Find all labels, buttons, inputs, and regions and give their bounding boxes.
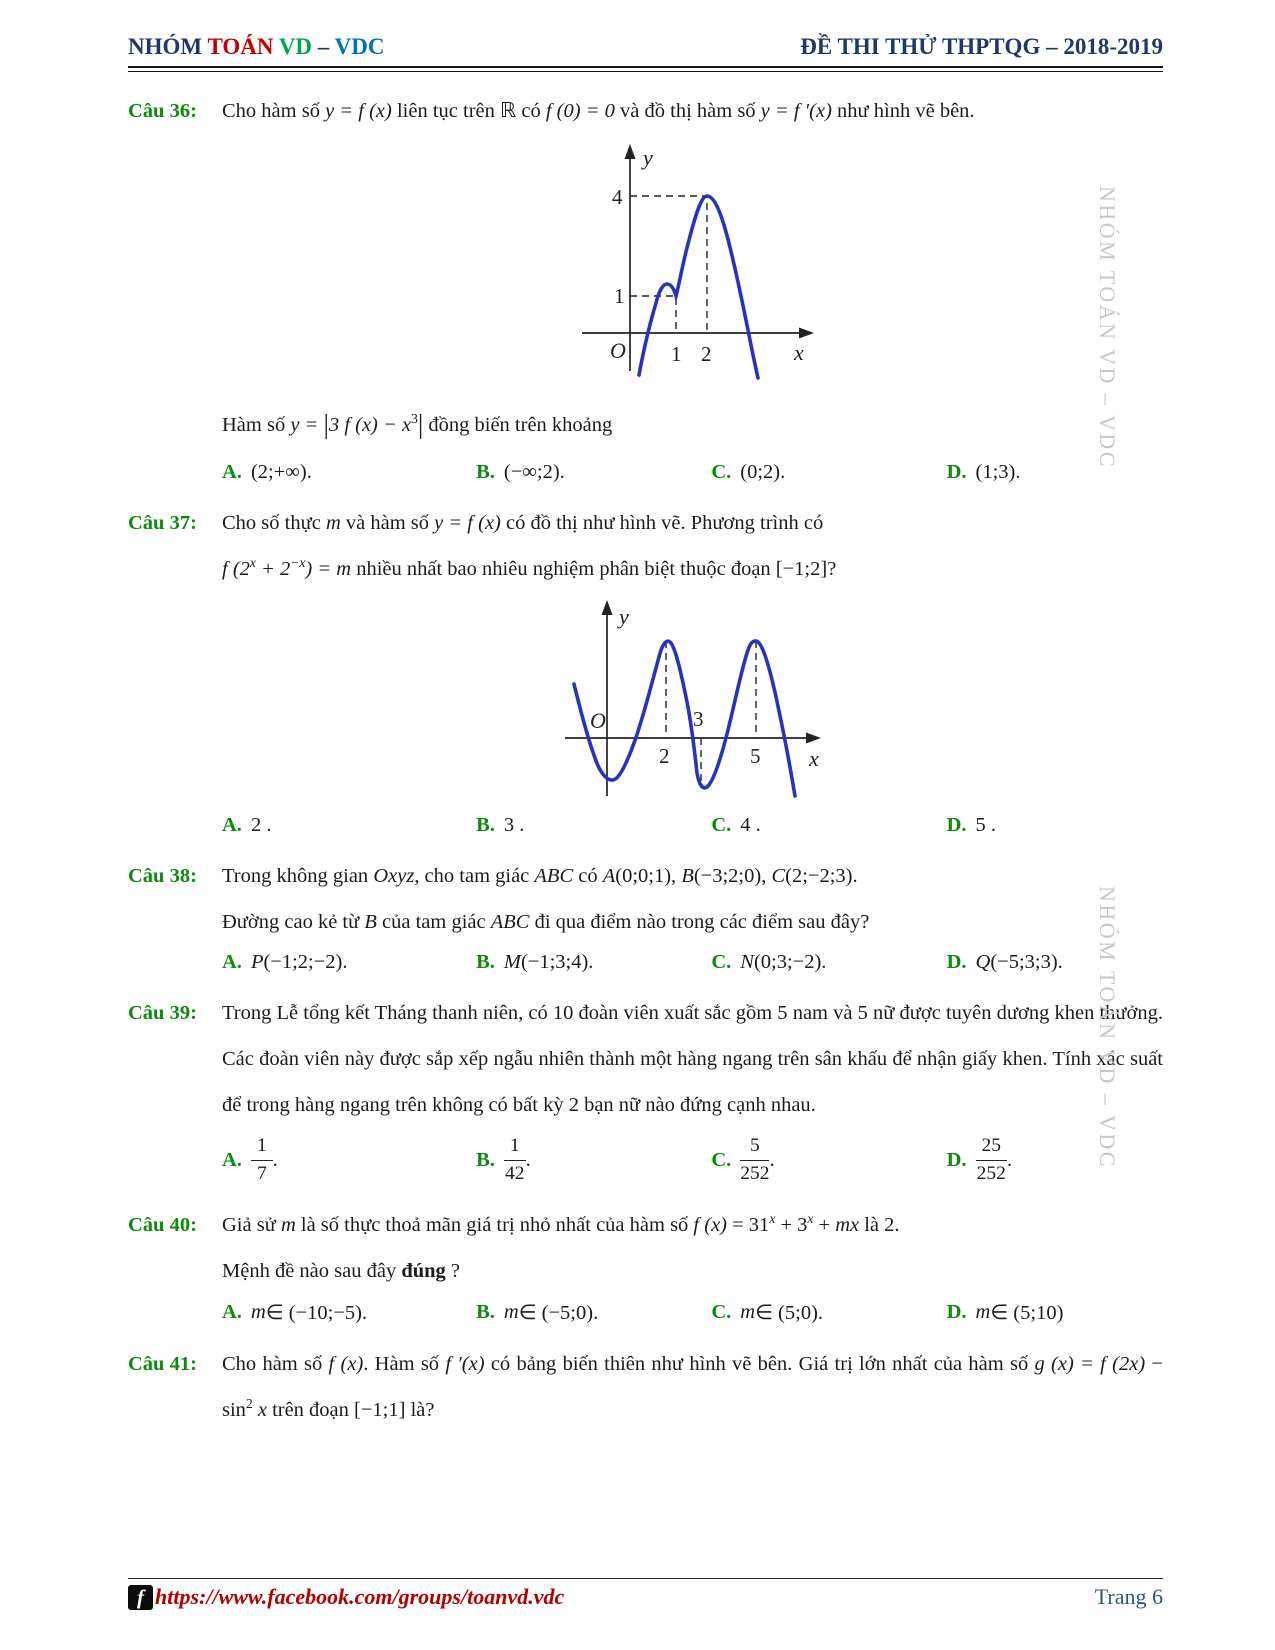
text-part: + <box>813 1214 836 1237</box>
text-part: Cho hàm số <box>222 99 326 122</box>
question <box>128 853 1163 982</box>
y-tick-1: 1 <box>613 283 624 308</box>
question-paragraph <box>222 1341 1163 1433</box>
fraction-numerator: 5 <box>740 1134 769 1160</box>
y-axis-arrow <box>601 600 612 615</box>
text-part: (−3;2;0), <box>693 864 772 887</box>
text-part: 2 . <box>250 813 272 836</box>
text-part: x <box>249 554 256 570</box>
graph-container <box>222 138 1163 388</box>
text-part: 4 . <box>740 813 761 836</box>
option-label: B. <box>476 951 495 974</box>
options-row <box>222 1134 1163 1186</box>
option-label: D. <box>946 1301 967 1324</box>
text-part: f (x) <box>693 1214 727 1237</box>
question-paragraph <box>222 1202 1163 1248</box>
graph-f <box>557 596 829 802</box>
text-part: 5 . <box>975 813 996 836</box>
text-part: ABC <box>490 910 530 933</box>
text-part: ) = m <box>305 557 352 580</box>
question-paragraph <box>222 899 1163 945</box>
option <box>947 1134 1163 1186</box>
question-body <box>222 88 1163 492</box>
watermark-vertical-text: NHÓM TOÁN VD – VDC <box>1095 186 1120 469</box>
option-label: C. <box>711 951 732 974</box>
options-row <box>222 1300 1163 1325</box>
option <box>222 1300 476 1325</box>
options-row <box>222 814 1163 837</box>
text-part: và hàm số <box>340 511 435 534</box>
fraction-denominator: 42 <box>505 1162 525 1184</box>
text-part: Trong Lễ tổng kết Tháng thanh niên, có 10 đoàn viên xuất sắc gồm 5 nam và 5 nữ được tuyên dương khen thưởng. Các đoàn viên này được sắp xếp ngẫu nhiên thành một hàng ngang trên sân khấu để nhận giấy khen. Tính xác suất để trong hàng ngang trên không có bất kỳ 2 bạn nữ nào đứng cạnh nhau. <box>222 1002 1163 1117</box>
f-prime-curve <box>639 196 758 378</box>
text-part: m <box>740 1301 756 1324</box>
option-label: D. <box>946 1148 967 1171</box>
option <box>947 951 1163 974</box>
group-name <box>128 34 384 60</box>
footer-rule <box>128 1578 1163 1579</box>
group-name-part: VDC <box>334 34 385 59</box>
x-axis-arrow <box>799 327 814 338</box>
fraction <box>740 1134 769 1186</box>
text-part: (0;0;1), <box>615 864 682 887</box>
text-part: g (x) = f (2x) <box>1034 1353 1146 1376</box>
text-part: x <box>252 1399 267 1422</box>
option-label: B. <box>476 1148 495 1171</box>
text-part: ABC <box>534 864 574 887</box>
option-label: C. <box>711 1301 732 1324</box>
text-part: (2;−2;3). <box>785 864 858 887</box>
question-body <box>222 1341 1163 1433</box>
options-row <box>222 461 1163 484</box>
option <box>711 951 946 974</box>
question-label: Câu 36: <box>128 99 197 122</box>
text-part: của tam giác <box>376 910 491 933</box>
y-tick-4: 4 <box>611 184 622 209</box>
group-name-part: TOÁN <box>207 34 279 59</box>
header-rule-thick <box>128 66 1163 68</box>
text-part: là số thực thoả mãn giá trị nhỏ nhất của hàm số <box>295 1214 694 1237</box>
graph-f-prime <box>570 138 816 382</box>
question-paragraph <box>222 394 1163 455</box>
text-part: Giả sử <box>222 1214 281 1237</box>
fraction-denominator: 7 <box>256 1162 267 1184</box>
text-part: (−1;3;4). <box>520 951 594 974</box>
option-label: B. <box>476 813 495 836</box>
option <box>947 1300 1163 1325</box>
text-part: x <box>769 1211 776 1227</box>
question-body <box>222 990 1163 1194</box>
text-part: (1;3). <box>975 460 1021 483</box>
text-part: | <box>417 408 424 439</box>
text-part: và đồ thị hàm số <box>614 99 761 122</box>
text-part: B <box>364 910 377 933</box>
group-name-part: – <box>312 34 335 59</box>
questions-list <box>128 88 1163 1434</box>
text-part: ∈ (5;10) <box>990 1302 1064 1325</box>
option-label: C. <box>711 460 732 483</box>
option <box>711 1134 946 1186</box>
option <box>711 1300 946 1325</box>
text-part: N <box>740 951 754 974</box>
question-paragraph <box>222 853 1163 899</box>
facebook-link-text: https://www.facebook.com/groups/toanvd.vdc <box>155 1584 565 1609</box>
text-part: (0;3;−2). <box>753 951 827 974</box>
option-label: A. <box>222 460 242 483</box>
text-part: (2;+∞). <box>250 460 312 483</box>
text-part: mx <box>835 1214 860 1237</box>
fraction-numerator: 25 <box>976 1134 1007 1160</box>
text-part: f ′(x) <box>445 1353 485 1376</box>
fraction-numerator: 1 <box>504 1134 526 1160</box>
x-tick-2: 2 <box>658 743 669 768</box>
text-part: + 3 <box>775 1214 808 1237</box>
page-footer <box>128 1578 1163 1610</box>
text-part: trên đoạn [−1;1] là? <box>266 1399 435 1422</box>
question-label: Câu 38: <box>128 864 197 887</box>
text-part: y = f (x) <box>325 99 392 122</box>
text-part: . <box>272 1148 278 1171</box>
option <box>476 1300 711 1325</box>
text-part: m <box>975 1301 991 1324</box>
option-label: D. <box>946 813 967 836</box>
text-part: (−∞;2). <box>503 460 565 483</box>
exam-title: ĐỀ THI THỬ THPTQG – 2018-2019 <box>800 34 1163 59</box>
graph-container <box>222 596 1163 808</box>
text-part: ∈ (−10;−5). <box>265 1302 368 1325</box>
question-body <box>222 853 1163 982</box>
fraction-numerator: 1 <box>251 1134 273 1160</box>
option-label: C. <box>711 1148 732 1171</box>
text-part: Mệnh đề nào sau đây <box>222 1260 402 1283</box>
option <box>222 1134 476 1186</box>
text-part: có đồ thị như hình vẽ. Phương trình có <box>500 511 824 534</box>
text-part: Hàm số <box>222 413 291 436</box>
text-part: Q <box>975 951 991 974</box>
text-part: nhiều nhất bao nhiêu nghiệm phân biệt thuộc đoạn [−1;2]? <box>351 557 837 580</box>
text-part: Cho hàm số <box>222 1353 329 1376</box>
question-paragraph <box>222 990 1163 1128</box>
text-part: (−1;2;−2). <box>263 951 348 974</box>
text-part: Oxyz <box>373 864 415 887</box>
question <box>128 990 1163 1194</box>
text-part: P <box>250 951 264 974</box>
text-part: có bảng biến thiên như hình vẽ bên. Giá trị lớn nhất của hàm số <box>484 1353 1035 1376</box>
option-label: B. <box>476 460 495 483</box>
text-part: A <box>602 864 616 887</box>
text-part: (−5;3;3). <box>990 951 1063 974</box>
text-part: y = <box>290 413 324 436</box>
question-paragraph <box>222 88 1163 134</box>
fraction <box>504 1134 526 1186</box>
text-part: , cho tam giác <box>414 864 535 887</box>
text-part: y = f (x) <box>434 511 501 534</box>
text-part: 3 f (x) − x <box>328 413 412 436</box>
question-body <box>222 500 1163 845</box>
text-part: | <box>323 408 329 439</box>
group-name-part: VD <box>278 34 313 59</box>
x-tick-3: 3 <box>692 706 703 731</box>
question <box>128 1202 1163 1333</box>
option <box>711 814 946 837</box>
text-part: liên tục trên ℝ có <box>391 99 546 122</box>
watermark-vertical-text: NHÓM TOÁN VD – VDC <box>1095 886 1120 1169</box>
origin-label: O <box>589 707 606 733</box>
fraction <box>251 1134 273 1186</box>
text-part: đồng biến trên khoảng <box>423 413 613 436</box>
option-label: A. <box>222 1148 242 1171</box>
option-label: D. <box>946 951 967 974</box>
text-part: 3 <box>411 410 418 426</box>
text-part: 2 <box>245 1396 253 1412</box>
text-part: (0;2). <box>740 460 786 483</box>
text-part: −x <box>290 554 306 570</box>
option <box>947 461 1163 484</box>
text-part: f (2 <box>222 557 250 580</box>
x-tick-2: 2 <box>700 341 711 366</box>
text-part: . <box>525 1148 531 1171</box>
text-part: . <box>1006 1148 1013 1171</box>
option <box>222 814 476 837</box>
question-label: Câu 41: <box>128 1353 197 1376</box>
text-part: y = f ′(x) <box>760 99 832 122</box>
group-name-part: NHÓM <box>128 34 208 59</box>
text-part: Trong không gian <box>222 864 374 887</box>
question-paragraph <box>222 1248 1163 1294</box>
text-part: ∈ (−5;0). <box>518 1302 599 1325</box>
options-row <box>222 951 1163 974</box>
option <box>476 814 711 837</box>
fraction-denominator: 252 <box>976 1162 1006 1184</box>
question-label: Câu 40: <box>128 1214 197 1237</box>
text-part: đúng <box>401 1260 446 1283</box>
option <box>222 951 476 974</box>
page-number: Trang 6 <box>1094 1584 1163 1609</box>
text-part: có <box>573 864 603 887</box>
option <box>476 1134 711 1186</box>
question <box>128 88 1163 492</box>
option-label: A. <box>222 1301 242 1324</box>
text-part: đi qua điểm nào trong các điểm sau đây? <box>529 910 870 933</box>
option-label: B. <box>476 1301 495 1324</box>
text-part: Đường cao kẻ từ <box>222 910 365 933</box>
text-part: Cho số thực <box>222 511 326 534</box>
question <box>128 500 1163 845</box>
text-part: 3 . <box>503 813 525 836</box>
text-part: . Hàm số <box>363 1353 446 1376</box>
text-part: m <box>503 1301 519 1324</box>
origin-label: O <box>609 337 626 363</box>
x-tick-5: 5 <box>749 743 760 768</box>
option <box>947 814 1163 837</box>
text-part: B <box>681 864 694 887</box>
option-label: D. <box>946 460 967 483</box>
y-axis-arrow <box>624 144 635 159</box>
text-part: m <box>250 1301 266 1324</box>
option <box>711 461 946 484</box>
y-axis-label: y <box>618 603 629 629</box>
text-part: + 2 <box>255 557 291 580</box>
option-label: A. <box>222 813 242 836</box>
text-part: = 31 <box>727 1214 770 1237</box>
text-part: ? <box>445 1260 461 1283</box>
question <box>128 1341 1163 1433</box>
text-part: là 2. <box>859 1214 900 1237</box>
question-body <box>222 1202 1163 1333</box>
fraction-denominator: 252 <box>740 1162 770 1184</box>
text-part: f (0) = 0 <box>545 99 615 122</box>
text-part: . <box>769 1148 775 1171</box>
text-part: x <box>807 1211 814 1227</box>
header-rule-thin <box>128 71 1163 72</box>
x-axis-arrow <box>806 732 821 743</box>
question-label: Câu 37: <box>128 511 197 534</box>
text-part: f (x) <box>328 1353 364 1376</box>
x-tick-1: 1 <box>670 341 681 366</box>
page-header <box>128 34 1163 60</box>
x-axis-label: x <box>793 339 804 365</box>
text-part: m <box>325 511 341 534</box>
facebook-icon: f <box>128 1585 153 1610</box>
facebook-group-link[interactable] <box>128 1584 564 1610</box>
question-label: Câu 39: <box>128 1002 197 1025</box>
question-paragraph <box>222 500 1163 546</box>
question-paragraph <box>222 546 1163 592</box>
option-label: A. <box>222 951 242 974</box>
option <box>476 461 711 484</box>
y-axis-label: y <box>642 144 653 170</box>
option-label: C. <box>711 813 732 836</box>
text-part: ∈ (5;0). <box>755 1302 824 1325</box>
text-part: M <box>503 951 521 974</box>
text-part: như hình vẽ bên. <box>831 99 975 122</box>
option <box>222 461 476 484</box>
text-part: − sin <box>222 1353 1163 1422</box>
fraction <box>976 1134 1007 1186</box>
text-part: C <box>771 864 786 887</box>
text-part: m <box>280 1214 296 1237</box>
option <box>476 951 711 974</box>
x-axis-label: x <box>808 745 819 771</box>
